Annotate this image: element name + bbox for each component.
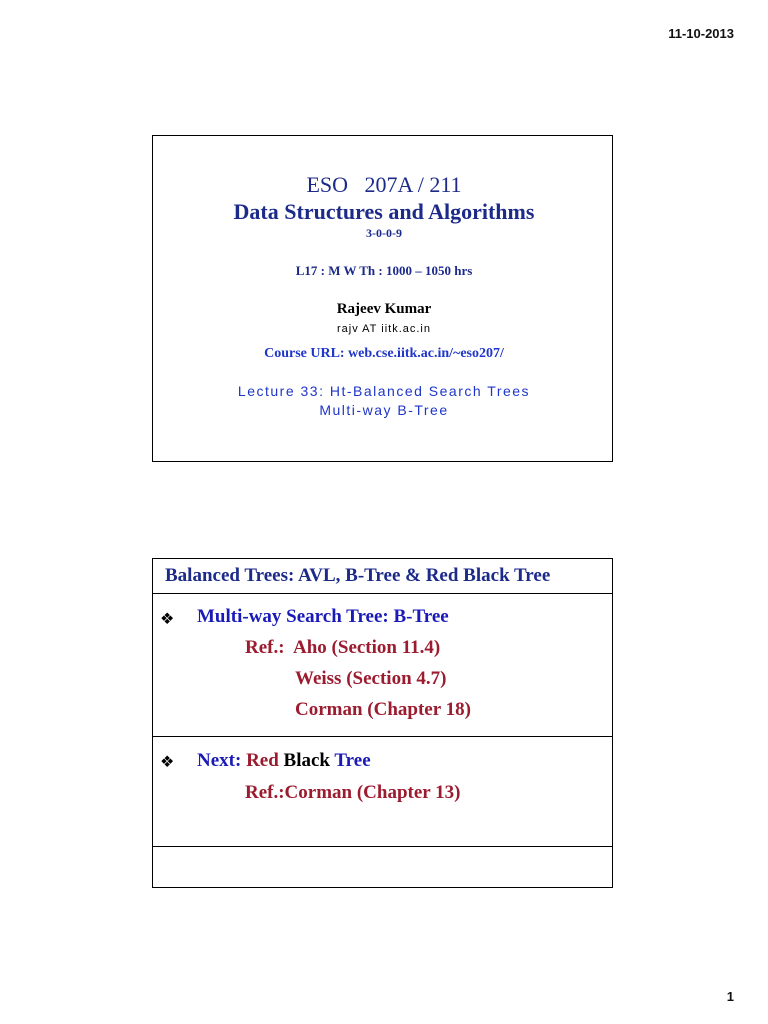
- author-email: rajv AT iitk.ac.in: [336, 323, 431, 335]
- course-code: ESO 207A / 211: [306, 172, 462, 197]
- item1-ref: Corman (Chapter 18): [295, 699, 471, 720]
- item2-prefix: Next:: [197, 750, 247, 771]
- page-date: 11-10-2013: [668, 26, 734, 41]
- item2-tree-word: Tree: [334, 750, 371, 771]
- divider-line: [152, 593, 613, 594]
- bullet-diamond-icon: ❖: [160, 754, 175, 771]
- item2-ref: Ref.:Corman (Chapter 13): [245, 782, 461, 803]
- course-title: Data Structures and Algorithms: [233, 199, 535, 224]
- item2-red-word: Red: [246, 750, 279, 771]
- lecture-schedule: L17 : M W Th : 1000 – 1050 hrs: [295, 263, 473, 278]
- item1-ref: Ref.: Aho (Section 11.4): [245, 637, 441, 658]
- item1-ref: Weiss (Section 4.7): [295, 668, 447, 689]
- divider-line: [152, 736, 613, 737]
- lecture-title-line2: Multi-way B-Tree: [319, 402, 449, 418]
- item2-black-word: Black: [278, 750, 335, 771]
- divider-line: [152, 846, 613, 847]
- item1-title: Multi-way Search Tree: B-Tree: [197, 606, 449, 627]
- slide-heading: Balanced Trees: AVL, B-Tree & Red Black Tree: [165, 565, 551, 586]
- course-url: Course URL: web.cse.iitk.ac.in/~eso207/: [264, 346, 504, 361]
- page-number: 1: [726, 989, 734, 1004]
- course-credits: 3-0-0-9: [366, 226, 402, 240]
- author-name: Rajeev Kumar: [336, 301, 432, 317]
- bullet-diamond-icon: ❖: [160, 611, 175, 628]
- item2-title: [197, 750, 371, 772]
- lecture-title-line1: Lecture 33: Ht-Balanced Search Trees: [237, 383, 531, 399]
